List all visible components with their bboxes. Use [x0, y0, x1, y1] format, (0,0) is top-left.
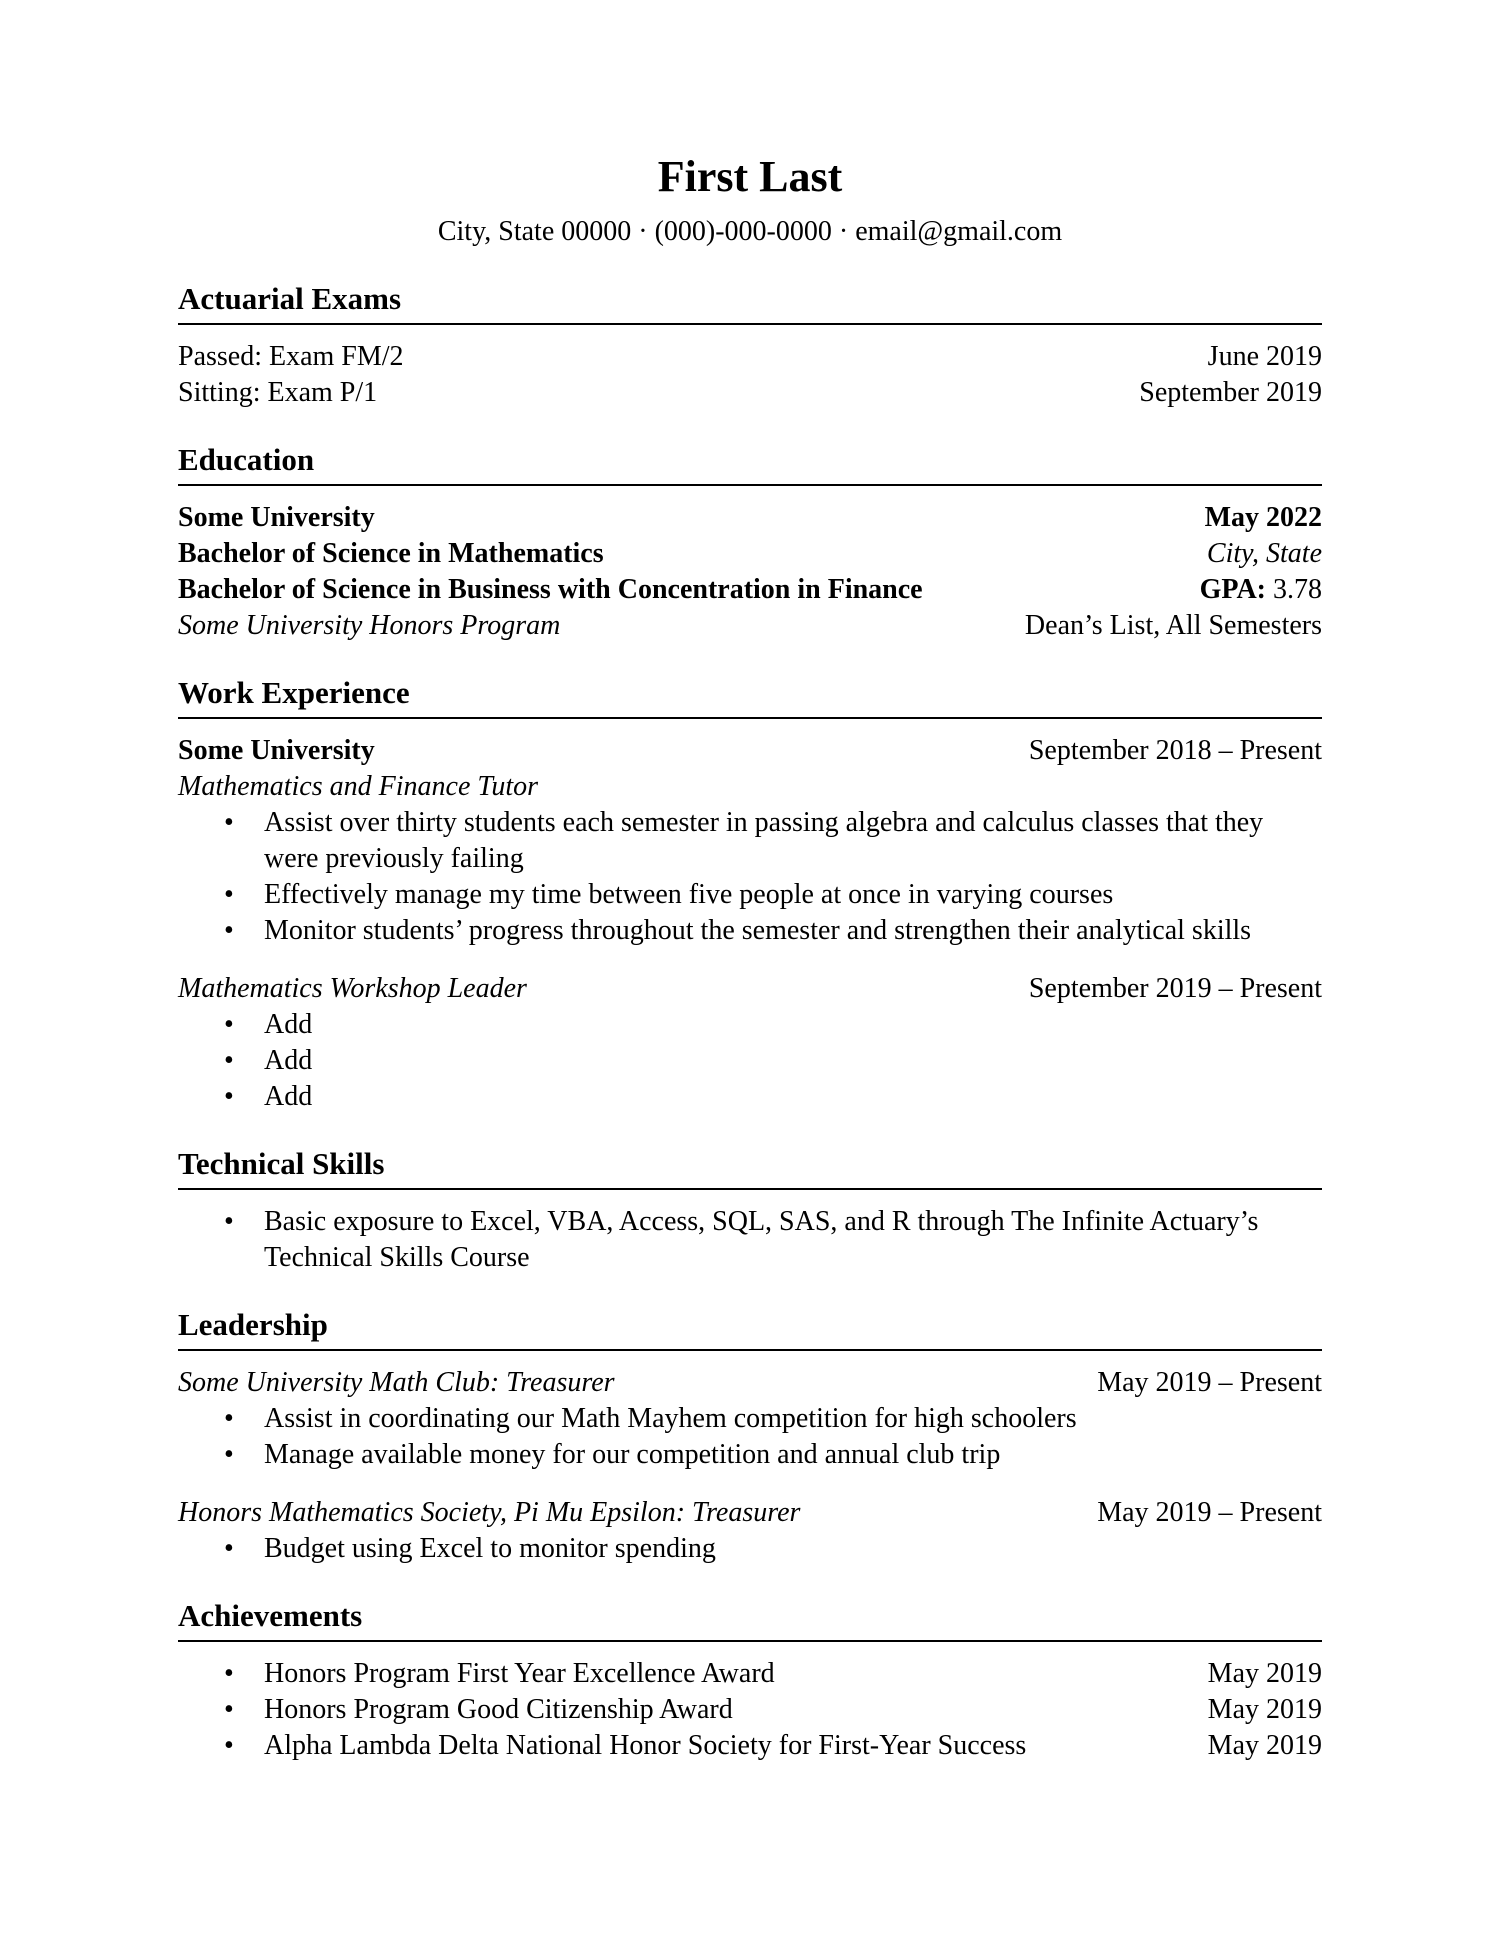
section-heading-work-experience: Work Experience: [178, 674, 1322, 719]
section-heading-achievements: Achievements: [178, 1597, 1322, 1642]
resume-header: [178, 150, 1322, 250]
bullet-icon: •: [224, 1439, 234, 1470]
leadership-role-row: [178, 1365, 1322, 1401]
achievements-list: [178, 1656, 1322, 1764]
bullet-icon: •: [224, 1009, 234, 1040]
exam-sitting-date: September 2019: [1139, 377, 1322, 408]
bullet-icon: •: [224, 1730, 234, 1761]
exam-passed-label: Passed: Exam FM/2: [178, 341, 404, 372]
role-title: Mathematics and Finance Tutor: [178, 771, 539, 802]
bullet-item: [178, 805, 1322, 877]
leadership-bullet-list: [178, 1531, 1322, 1567]
bullet-item: [178, 913, 1322, 949]
leadership-role-dates: May 2019 – Present: [1097, 1497, 1322, 1528]
school-name: Some University: [178, 502, 375, 533]
section-heading-actuarial-exams: Actuarial Exams: [178, 280, 1322, 325]
section-actuarial-exams: [178, 280, 1322, 411]
education-degree-row: [178, 536, 1322, 572]
bullet-item: [178, 1531, 1322, 1567]
role-row: [178, 769, 1322, 805]
exam-passed-date: June 2019: [1207, 341, 1322, 372]
contact-info: City, State 00000 · (000)-000-0000 · email@gmail.com: [437, 216, 1063, 247]
bullet-text: Add: [264, 1081, 313, 1112]
achievement-text: Honors Program First Year Excellence Award: [264, 1658, 775, 1689]
bullet-text: Assist in coordinating our Math Mayhem competition for high schoolers: [264, 1403, 1077, 1434]
bullet-text: Add: [264, 1045, 313, 1076]
section-achievements: [178, 1597, 1322, 1764]
deans-list: Dean’s List, All Semesters: [1024, 610, 1322, 641]
bullet-item: [178, 1043, 1322, 1079]
bullet-item: [178, 1007, 1322, 1043]
section-heading-leadership: Leadership: [178, 1306, 1322, 1351]
education-degree-row: [178, 572, 1322, 608]
section-education: [178, 441, 1322, 644]
section-work-experience: [178, 674, 1322, 1115]
bullet-icon: •: [224, 1045, 234, 1076]
skills-bullet-list: [178, 1204, 1322, 1276]
role-bullet-list: [178, 805, 1322, 949]
achievement-item: [178, 1728, 1322, 1764]
bullet-icon: •: [224, 915, 234, 946]
bullet-icon: •: [224, 1658, 234, 1689]
leadership-role-row: [178, 1495, 1322, 1531]
bullet-item: [178, 1079, 1322, 1115]
role-bullet-list: [178, 1007, 1322, 1115]
leadership-role-title: Honors Mathematics Society, Pi Mu Epsilon: Treasurer: [178, 1497, 801, 1528]
education-honors-row: [178, 608, 1322, 644]
bullet-text: Budget using Excel to monitor spending: [264, 1533, 716, 1564]
gpa: [1200, 572, 1322, 608]
achievement-item: [178, 1692, 1322, 1728]
graduation-date: May 2022: [1204, 502, 1322, 533]
bullet-icon: •: [224, 879, 234, 910]
bullet-item: [178, 1437, 1322, 1473]
employer-name: Some University: [178, 735, 375, 766]
role-row: [178, 971, 1322, 1007]
bullet-item: [178, 1204, 1322, 1276]
section-technical-skills: [178, 1145, 1322, 1276]
bullet-item: [178, 1401, 1322, 1437]
section-heading-education: Education: [178, 441, 1322, 486]
role-title: Mathematics Workshop Leader: [178, 973, 527, 1004]
bullet-icon: •: [224, 1206, 234, 1237]
bullet-icon: •: [224, 1533, 234, 1564]
honors-program: Some University Honors Program: [178, 610, 561, 641]
exam-sitting-label: Sitting: Exam P/1: [178, 377, 378, 408]
leadership-role-dates: May 2019 – Present: [1097, 1367, 1322, 1398]
achievement-item: [178, 1656, 1322, 1692]
achievement-text: Honors Program Good Citizenship Award: [264, 1694, 733, 1725]
employer-dates: September 2018 – Present: [1028, 735, 1322, 766]
section-leadership: [178, 1306, 1322, 1567]
bullet-icon: •: [224, 1403, 234, 1434]
bullet-icon: •: [224, 1694, 234, 1725]
school-location: City, State: [1206, 538, 1322, 569]
bullet-text: Effectively manage my time between five people at once in varying courses: [264, 879, 1114, 910]
employer-row: [178, 733, 1322, 769]
exam-row: [178, 339, 1322, 375]
gpa-value: 3.78: [1273, 574, 1322, 605]
achievement-date: May 2019: [1207, 1658, 1322, 1689]
degree-1: Bachelor of Science in Mathematics: [178, 538, 604, 569]
achievement-date: May 2019: [1207, 1730, 1322, 1761]
achievement-text: Alpha Lambda Delta National Honor Society for First-Year Success: [264, 1730, 1027, 1761]
leadership-role-title: Some University Math Club: Treasurer: [178, 1367, 615, 1398]
section-heading-technical-skills: Technical Skills: [178, 1145, 1322, 1190]
education-school-row: [178, 500, 1322, 536]
exam-row: [178, 375, 1322, 411]
bullet-text: Add: [264, 1009, 313, 1040]
bullet-icon: •: [224, 1081, 234, 1112]
candidate-name: First Last: [657, 152, 843, 201]
leadership-bullet-list: [178, 1401, 1322, 1473]
bullet-item: [178, 877, 1322, 913]
role-dates: September 2019 – Present: [1028, 973, 1322, 1004]
bullet-text: Basic exposure to Excel, VBA, Access, SQL, SAS, and R through The Infinite Actuary’s Technical Skills Course: [264, 1206, 1259, 1273]
bullet-text: Assist over thirty students each semester in passing algebra and calculus classes that they were previously failing: [264, 807, 1264, 874]
achievement-date: May 2019: [1207, 1694, 1322, 1725]
bullet-text: Manage available money for our competition and annual club trip: [264, 1439, 1001, 1470]
bullet-icon: •: [224, 807, 234, 838]
degree-2: Bachelor of Science in Business with Concentration in Finance: [178, 574, 923, 605]
gpa-label: GPA:: [1199, 574, 1266, 605]
bullet-text: Monitor students’ progress throughout the semester and strengthen their analytical skills: [264, 915, 1252, 946]
